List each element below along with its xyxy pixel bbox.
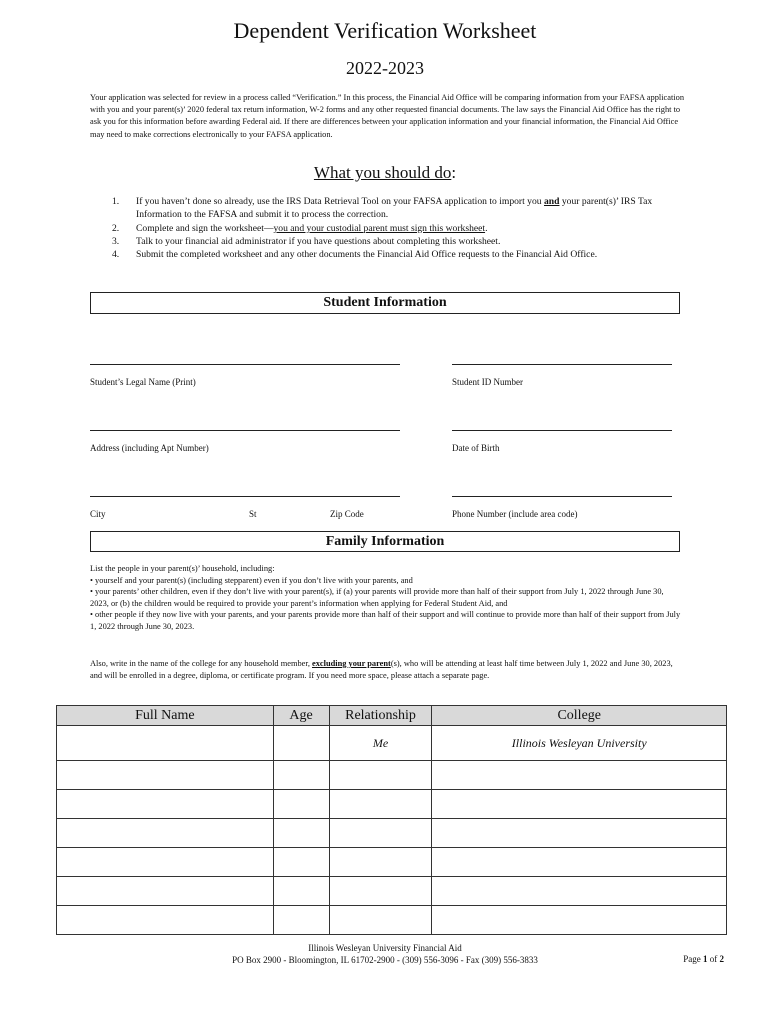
legal-name-label: Student’s Legal Name (Print)	[90, 377, 196, 387]
step-item	[112, 222, 680, 235]
page-number	[650, 954, 724, 964]
legal-name-line[interactable]	[90, 364, 400, 365]
cell-relationship[interactable]: Me	[329, 726, 432, 761]
college-note-text: Also, write in the name of the college for any household member,	[90, 659, 313, 668]
page-total: 2	[719, 954, 724, 964]
bullet-item: • yourself and your parent(s) (including stepparent) even if you don’t live with your parents, and	[90, 575, 413, 585]
step-number: 1.	[112, 196, 120, 207]
state-label: St	[249, 509, 257, 519]
college-note-emphasis: excluding your parent	[312, 659, 391, 668]
cell-full-name[interactable]	[57, 819, 274, 848]
cell-age[interactable]	[273, 877, 329, 906]
col-header-age: Age	[273, 706, 329, 726]
cell-college[interactable]	[432, 790, 727, 819]
student-information-heading: Student Information	[90, 292, 680, 314]
college-note	[90, 658, 682, 681]
cell-college[interactable]	[432, 761, 727, 790]
family-information-heading: Family Information	[90, 531, 680, 552]
cell-age[interactable]	[273, 848, 329, 877]
cell-full-name[interactable]	[57, 848, 274, 877]
cell-college[interactable]	[432, 877, 727, 906]
col-header-relationship: Relationship	[329, 706, 432, 726]
dob-label: Date of Birth	[452, 443, 500, 453]
cell-age[interactable]	[273, 790, 329, 819]
cell-relationship[interactable]	[329, 819, 432, 848]
step-emphasis: you and your custodial parent must sign this worksheet	[273, 222, 486, 234]
cell-full-name[interactable]	[57, 790, 274, 819]
step-item	[112, 235, 680, 248]
table-row	[57, 726, 727, 761]
col-header-college: College	[432, 706, 727, 726]
cell-full-name[interactable]	[57, 906, 274, 935]
phone-label: Phone Number (include area code)	[452, 509, 578, 519]
intro-paragraph: Your application was selected for review in a process called “Verification.” In this process, the Financial Aid Office will be comparing information from your FAFSA application with you and your parent(s)’ 2020 federal tax return information, W-2 forms and any other requested financial documents. The law says the Financial Aid Office has the right to ask you for this information before awarding Federal aid. If there are differences between your application information and your financial information, the Financial Aid Office may need to make corrections electronically to your FAFSA application.	[90, 93, 685, 139]
bullet-item: • your parents’ other children, even if they don’t live with your parent(s), if (a) your parents will provide more than half of their support from July 1, 2022 through June 30, 2023, or (b) the children would be required to provide your parent’s information when applying for Federal Student Aid, and	[90, 587, 664, 608]
step-number: 3.	[112, 235, 120, 247]
bullet-item: • other people if they now live with your parents, and your parents provide more than half of their support and will continue to provide more than half of their support from July 1, 2022 through June 30, 2023.	[90, 610, 681, 631]
address-line[interactable]	[90, 430, 400, 431]
table-row	[57, 848, 727, 877]
table-header-row	[57, 706, 727, 726]
table-row	[57, 819, 727, 848]
col-header-full-name: Full Name	[57, 706, 274, 726]
cell-college[interactable]	[432, 848, 727, 877]
cell-full-name[interactable]	[57, 877, 274, 906]
step-text: Talk to your financial aid administrator if you have questions about completing this worksheet.	[136, 235, 501, 247]
step-number: 2.	[112, 222, 120, 234]
city-label: City	[90, 509, 106, 519]
step-text: .	[485, 222, 488, 234]
cell-relationship[interactable]	[329, 790, 432, 819]
footer-contact: PO Box 2900 - Bloomington, IL 61702-2900 - (309) 556-3096 - Fax (309) 556-3833	[232, 955, 538, 965]
household-table	[56, 705, 727, 935]
step-item	[112, 195, 680, 222]
step-text: Complete and sign the worksheet—	[136, 222, 274, 234]
document-title: Dependent Verification Worksheet	[233, 18, 537, 43]
cell-age[interactable]	[273, 819, 329, 848]
award-year: 2022-2023	[346, 58, 424, 78]
cell-relationship[interactable]	[329, 906, 432, 935]
household-instructions	[90, 563, 682, 633]
city-state-zip-line[interactable]	[90, 496, 400, 497]
footer-office-name: Illinois Wesleyan University Financial Aid	[308, 943, 462, 953]
page-mid: of	[707, 954, 720, 964]
cell-college[interactable]	[432, 906, 727, 935]
cell-relationship[interactable]	[329, 848, 432, 877]
phone-line[interactable]	[452, 496, 672, 497]
heading-text: What you should do	[313, 163, 452, 182]
step-number: 4.	[112, 249, 120, 261]
step-text: Submit the completed worksheet and any other documents the Financial Aid Office requests to the Financial Aid Office.	[136, 249, 598, 261]
cell-age[interactable]	[273, 761, 329, 790]
instruction-steps	[112, 195, 680, 261]
page-current: 1	[703, 954, 708, 964]
zip-label: Zip Code	[330, 509, 364, 519]
heading-colon: :	[451, 163, 457, 182]
cell-full-name[interactable]	[57, 726, 274, 761]
list-intro: List the people in your parent(s)’ household, including:	[90, 564, 275, 573]
dob-line[interactable]	[452, 430, 672, 431]
cell-age[interactable]	[273, 906, 329, 935]
address-label: Address (including Apt Number)	[90, 443, 209, 453]
step-item	[112, 248, 680, 261]
cell-college[interactable]: Illinois Wesleyan University	[432, 726, 727, 761]
step-text: If you haven’t done so already, use the IRS Data Retrieval Tool on your FAFSA application to import you	[136, 196, 544, 207]
cell-relationship[interactable]	[329, 761, 432, 790]
table-row	[57, 877, 727, 906]
table-row	[57, 761, 727, 790]
table-row	[57, 906, 727, 935]
what-you-should-do-heading	[0, 163, 770, 183]
cell-college[interactable]	[432, 819, 727, 848]
cell-relationship[interactable]	[329, 877, 432, 906]
college-note-text: (s), who will be attending at least half time between July 1, 2022 and June 30, 2023, and will be enrolled in a degree, diploma, or certificate program. If you need more space, please attach a separate page.	[90, 659, 673, 680]
step-emphasis: and	[543, 196, 560, 207]
student-id-label: Student ID Number	[452, 377, 523, 387]
page-prefix: Page	[683, 954, 703, 964]
cell-age[interactable]	[273, 726, 329, 761]
table-row	[57, 790, 727, 819]
cell-full-name[interactable]	[57, 761, 274, 790]
step-text: your parent(s)’ IRS Tax Information to the FAFSA and submit it to process the correction.	[136, 196, 653, 221]
student-id-line[interactable]	[452, 364, 672, 365]
